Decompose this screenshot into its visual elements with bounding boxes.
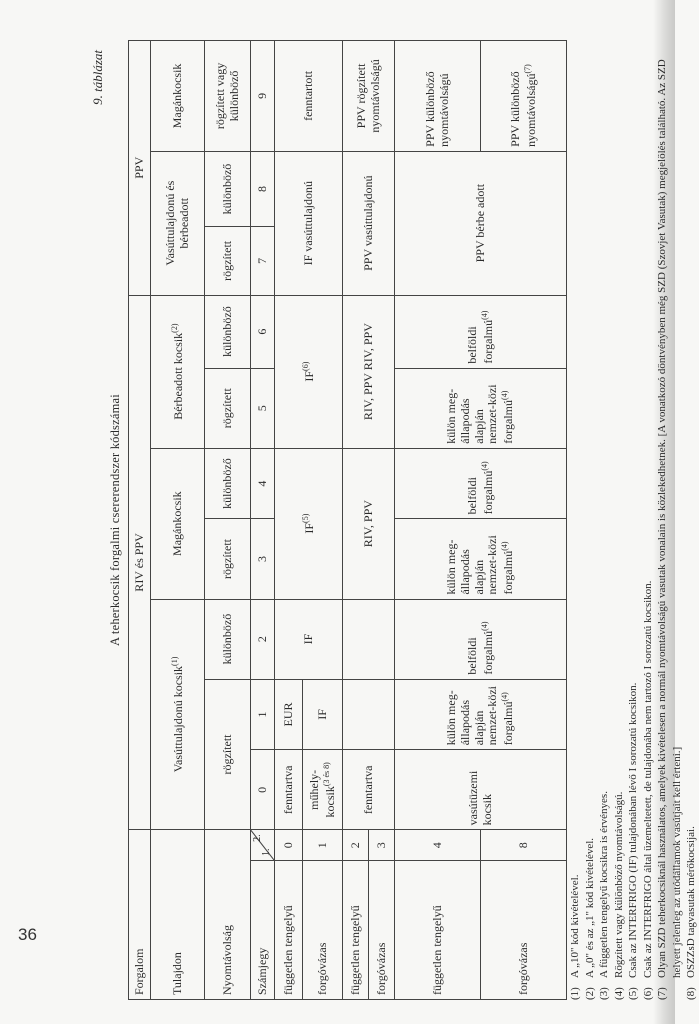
header-magankocsik: Magánkocsik [151,448,205,599]
footnotes [568,40,699,1000]
table-row [275,41,303,1000]
footnote-2: (2) A „0" és az „1" kód kivételével. [583,837,596,1000]
row-digit-2: 2 [343,830,369,861]
footnote-1: (1) A „10" kód kivételével. [569,874,581,1000]
cell-ppv-vasut: PPV vasúttulajdonú [343,151,395,295]
diag-first-digit: 1. [260,848,272,857]
cell-ppv-rogzitett: PPV rögzített nyomtávolságú [343,41,395,152]
digit-2: 2 [251,599,275,679]
row-digit-0: 0 [275,830,303,861]
footnote-3: (3) A független tengelyű kocsikra is érvényes. [598,791,610,1000]
digit-7: 7 [251,227,275,295]
cell-empty-1 [343,679,395,750]
header-row-tulajdon [151,41,205,1000]
nyomtav-kulonbozo-4: különböző [205,448,251,519]
header-magankocsik-ppv: Magánkocsik [151,41,205,152]
cell-kulon-meg-3: külön meg-állapodás alapján nemzet-közi forgalmú$^{(4)}$ [395,368,567,448]
row-digit-4: 4 [395,830,481,861]
row-label-forgovazas-1: forgóvázas [303,861,343,1000]
row-label-fuggetlen-4: független tengelyű [395,861,481,1000]
table-row [395,41,481,1000]
footnote-4: (4) Rögzített vagy különböző nyomtávolságú. [612,791,625,1000]
cell-if-vasut: IF vasúttulajdonú [275,151,343,295]
row-label-fuggetlen-0: független tengelyű [275,861,303,1000]
cell-belfoldi-1: belföldi forgalmú$^{(4)}$ [395,599,567,679]
cell-muhely: műhely-kocsik$^{(3 és 8)}$ [303,750,343,830]
row-digit-1: 1 [303,830,343,861]
cell-riv-ppv-riv-ppv: RIV, PPV RIV, PPV [343,295,395,448]
nyomtav-rogzitett-3: rögzített [205,519,251,599]
rotated-table-block [90,40,697,1000]
header-vasuti-kocsik: Vasúttulajdonú kocsik$^{(1)}$ [151,599,205,830]
cell-belfoldi-2: belföldi forgalmú$^{(4)}$ [395,448,567,519]
row-label-fuggetlen-2: független tengelyű [343,861,369,1000]
wagon-code-table [128,40,567,1000]
cell-fenntartva-2: fenntartva [343,750,395,830]
cell-if5: IF$^{(5)}$ [275,448,343,599]
digit-3: 3 [251,519,275,599]
cell-if6: IF$^{(6)}$ [275,295,343,448]
digit-5: 5 [251,368,275,448]
cell-if-1: IF [303,679,343,750]
cell-vasutuzemi: vasútüzemi kocsik [395,750,567,830]
digit-8: 8 [251,151,275,226]
cell-kulon-meg-1: külön meg-állapodás alapján nemzet-közi forgalmú$^{(4)}$ [395,679,567,750]
header-row-forgalom [129,41,151,1000]
nyomtav-kulonbozo-6: különböző [205,295,251,368]
header-vasuti-berbeadott: Vasúttulajdonú és bérbeadott [151,151,205,295]
cell-riv-ppv: RIV, PPV [343,448,395,599]
cell-eur: EUR [275,679,303,750]
digit-6: 6 [251,295,275,368]
cell-ppv-kulonbozo-1: PPV különböző nyomtávolságú [395,41,481,152]
footnote-8: (8) OSZZsD tagvasutak mérőkocsijai. [685,826,697,1000]
row-label-forgovazas-3: forgóvázas [369,861,395,1000]
cell-ppv-berbe: PPV bérbe adott [395,151,567,295]
cell-fenntartva: fenntartva [275,750,303,830]
digit-0: 0 [251,750,275,830]
digit-1: 1 [251,679,275,750]
header-berbeadott: Bérbeadott kocsik$^{(2)}$ [151,295,205,448]
digit-diagonal-cell [251,830,275,861]
row-label-forgovazas-8: forgóvázas [481,861,567,1000]
nyomtav-rogzitett-7: rögzített [205,227,251,295]
header-row-nyomtav [205,41,251,1000]
header-riv-ppv: RIV és PPV [129,295,151,830]
footnote-6: (6) Csak az INTERFRIGO által üzemeltetett, de tulajdonába nem tartozó I sorozatú kocsikon. [641,580,654,1000]
table-title: A teherkocsik forgalmi csererendszer kódszámai [108,394,122,646]
nyomtav-rogzitett-5: rögzített [205,368,251,448]
nyomtav-rogzitett-1: rögzített [205,679,251,830]
header-row-szamjegy [251,41,275,1000]
cell-ppv-kulonbozo-2: PPV különböző nyomtávolságú$^{(7)}$ [481,41,567,152]
digit-4: 4 [251,448,275,519]
nyomtav-kulonbozo-8: különböző [205,151,251,226]
footnote-7: (7) Olyan SZD teherkocsiknál használatos, amelyek kivételesen a normál nyomtávolságú vasutak vonalain is közlekedhetnek. [A vonatkozó döntvényben még SZD (Szovjet Vasutak) megjelölés található. Az SZD helyett jelenleg az utódállamok vasútjait kell érteni.] [656,59,683,1000]
nyomtav-kulonbozo-2: különböző [205,599,251,679]
header-tulajdon: Tulajdon [151,830,205,1000]
diag-second-digit: 2. [252,834,263,842]
header-ppv: PPV [129,41,151,296]
cell-belfoldi-3: belföldi forgalmú$^{(4)}$ [395,295,567,368]
footnote-5: (5) Csak az INTERFRIGO (IF) tulajdonában lévő I sorozatú kocsikon. [627,682,639,1000]
nyomtav-rogzitett-vagy-9: rögzített vagy különböző [205,41,251,152]
digit-9: 9 [251,41,275,152]
row-digit-3: 3 [369,830,395,861]
cell-kulon-meg-2: külön meg-állapodás alapján nemzet-közi forgalmú$^{(4)}$ [395,519,567,599]
cell-fenntartott: fenntartott [275,41,343,152]
row-digit-8: 8 [481,830,567,861]
header-forgalom: Forgalom [129,830,151,1000]
table-row [343,41,369,1000]
page-number: 36 [18,925,37,944]
cell-if-2: IF [275,599,343,679]
header-szamjegy: Számjegy [251,861,275,1000]
cell-empty-2 [343,599,395,679]
table-number: 9. táblázat [90,50,105,105]
header-nyomtav: Nyomtávolság [205,830,251,1000]
